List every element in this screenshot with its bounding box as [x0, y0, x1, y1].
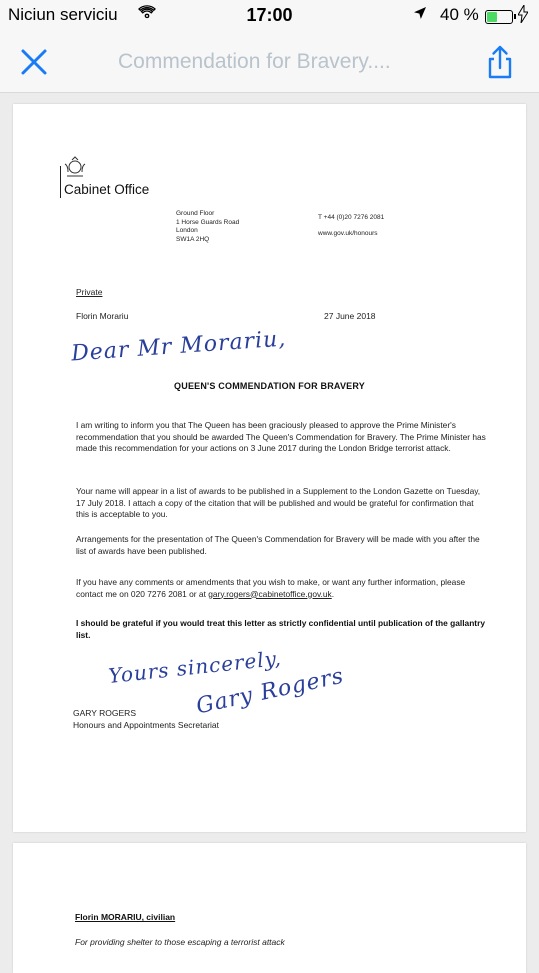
- battery-icon: [485, 10, 513, 24]
- clock: 17:00: [246, 5, 293, 25]
- signature: Gary Rogers: [194, 663, 347, 720]
- share-button[interactable]: [478, 40, 522, 84]
- navigation-bar: [0, 32, 539, 93]
- citation-name: Florin MORARIU, civilian: [75, 912, 176, 922]
- address-line: 1 Horse Guards Road: [176, 218, 240, 226]
- logo-rule: [60, 166, 61, 198]
- private-label: Private: [76, 287, 103, 297]
- close-icon: [14, 42, 54, 82]
- body-paragraph: I am writing to inform you that The Queen has been graciously pleased to approve the Prime Minister's recommendation that you should be awarded The Queen's Commendation for Bravery. The Prime Minister has made this recommendation for your actions on 3 June 2017 during the London Bridge terrorist attack.: [76, 420, 486, 453]
- close-button[interactable]: [14, 42, 54, 82]
- letter-date: 27 June 2018: [324, 311, 376, 321]
- royal-crest-icon: [61, 156, 89, 180]
- organization-name: Cabinet Office: [64, 182, 150, 197]
- sender-contact: [318, 210, 384, 242]
- handwritten-closing: Yours sincerely,: [107, 645, 283, 689]
- phone-number: T +44 (0)20 7276 2081: [318, 214, 385, 221]
- handwritten-salutation: Dear Mr Morariu,: [70, 326, 288, 367]
- carrier-label: Niciun serviciu: [8, 5, 118, 24]
- battery-level-fill: [487, 12, 497, 22]
- email-link[interactable]: gary.rogers@cabinetoffice.gov.uk: [208, 588, 332, 599]
- body-paragraph: Arrangements for the presentation of The Queen's Commendation for Bravery will be made with you after the list of awards have been published.: [76, 534, 480, 556]
- battery-cap: [514, 14, 516, 19]
- body-paragraph: Your name will appear in a list of awards to be published in a Supplement to the London Gazette on Tuesday, 17 July 2018. I attach a copy of the citation that will be published and would be grateful for confirmation that this is acceptable to you.: [76, 486, 481, 519]
- citation-page: [13, 843, 526, 973]
- signer-name: GARY ROGERS: [73, 708, 136, 718]
- contact-text-end: .: [331, 588, 335, 599]
- contact-text: If you have any comments or amendments that you wish to make, or want any further information, please contact me on 020 7276 2081 or at: [76, 577, 466, 599]
- confidential-note: I should be grateful if you would treat this letter as strictly confidential until publication of the gallantry list.: [76, 618, 486, 640]
- website: www.gov.uk/honours: [318, 230, 378, 237]
- letter-heading: QUEEN'S COMMENDATION FOR BRAVERY: [174, 381, 365, 391]
- recipient-name: Florin Morariu: [76, 311, 129, 321]
- address-line: Ground Floor: [176, 210, 215, 217]
- address-line: SW1A 2HQ: [176, 235, 210, 243]
- battery-percent: 40 %: [440, 5, 479, 24]
- citation-description: For providing shelter to those escaping a terrorist attack: [75, 937, 285, 947]
- share-icon: [478, 40, 522, 84]
- charging-bolt-icon: [518, 5, 528, 26]
- signer-title: Honours and Appointments Secretariat: [73, 720, 220, 730]
- status-bar: [0, 0, 539, 32]
- address-line: London: [176, 227, 198, 234]
- contact-paragraph: [76, 577, 486, 600]
- location-arrow-icon: [413, 6, 427, 24]
- letter-page: [13, 104, 526, 832]
- sender-address: [176, 210, 239, 244]
- document-title: Commendation for Bravery....: [118, 50, 391, 73]
